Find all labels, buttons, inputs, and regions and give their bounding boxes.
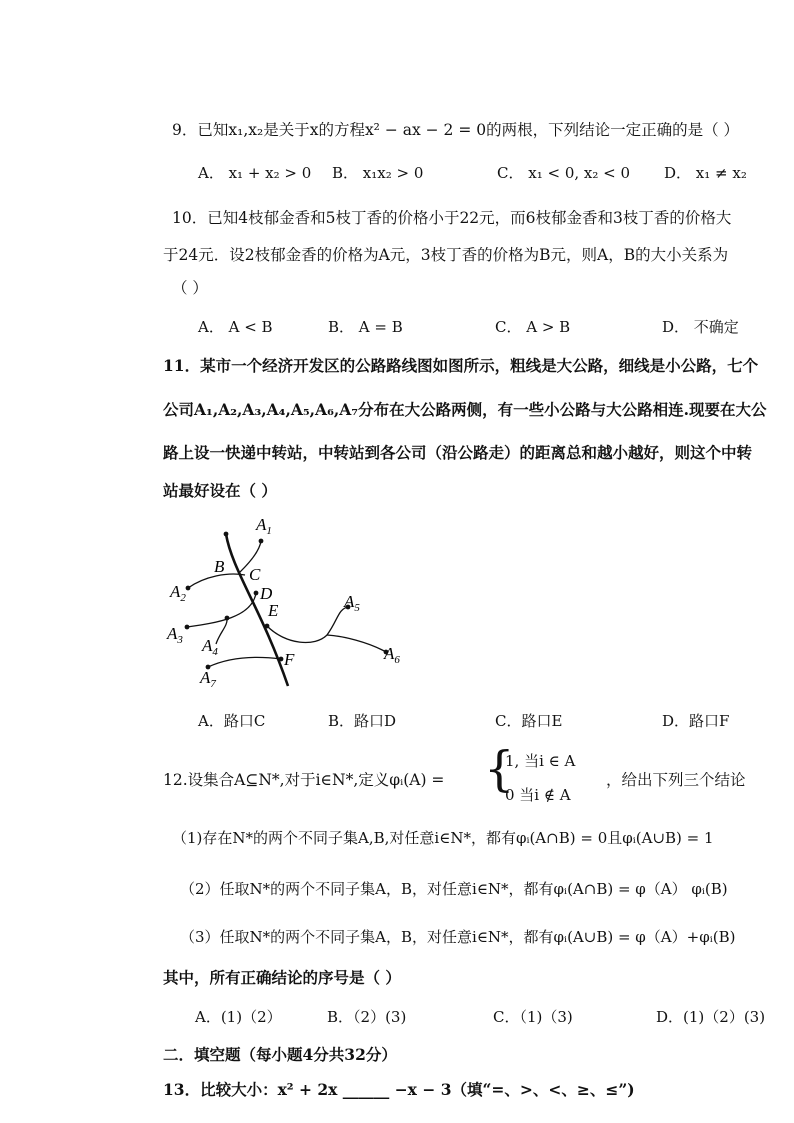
road-a7 — [208, 657, 281, 667]
q12-stem: 12.设集合A⊆N*,对于i∈N*,定义φᵢ(A) = — [163, 771, 445, 789]
q11-line-4: 站最好设在（ ） — [163, 481, 277, 500]
q10-line-3: （ ） — [172, 279, 208, 297]
q13-stem: 13．比较大小：x² + 2x ______ −x − 3（填“=、>、<、≥、≤”) — [163, 1080, 635, 1099]
label-a7: $A_7$ — [200, 668, 216, 690]
label-a4: $A_4$ — [202, 636, 218, 658]
q12-question: 其中，所有正确结论的序号是（ ） — [163, 968, 401, 987]
q10-line-2: 于24元．设2枝郁金香的价格为A元，3枝丁香的价格为B元，则A，B的大小关系为 — [163, 246, 729, 264]
piecewise-brace: { — [484, 741, 515, 797]
road-a5-a6 — [267, 607, 348, 642]
label-b: B — [214, 557, 225, 576]
q11-option-b: B．路口D — [328, 712, 397, 730]
q10-option-d: D． 不确定 — [662, 318, 739, 336]
road-a6 — [327, 635, 386, 652]
label-f: F — [284, 650, 295, 669]
q12-option-a: A．(1)（2） — [195, 1008, 282, 1026]
q12-statement-2: （2）任取N*的两个不同子集A，B，对任意i∈N*，都有φᵢ(A∩B) = φ（A） φᵢ(B) — [180, 880, 728, 898]
road-a3 — [187, 593, 256, 627]
q12-statement-3: （3）任取N*的两个不同子集A，B，对任意i∈N*，都有φᵢ(A∪B) = φ（A）+φᵢ(B) — [180, 928, 736, 946]
q12-option-d: D．(1)（2）(3) — [656, 1008, 766, 1026]
q12-option-c: C．（1)（3) — [493, 1008, 573, 1026]
road-map-figure — [160, 510, 420, 700]
label-a1: $A_1$ — [256, 515, 272, 537]
q9-option-a: A． x₁ + x₂ > 0 — [198, 164, 312, 182]
q10-line-1: 10．已知4枝郁金香和5枝丁香的价格小于22元，而6枝郁金香和3枝丁香的价格大 — [172, 209, 732, 227]
label-d: D — [260, 584, 273, 603]
q9-option-b: B． x₁x₂ > 0 — [332, 164, 424, 182]
q11-option-d: D．路口F — [662, 712, 730, 730]
q11-line-1: 11．某市一个经济开发区的公路路线图如图所示，粗线是大公路，细线是小公路，七个 — [163, 356, 759, 375]
label-c: C — [249, 565, 261, 584]
q12-option-b: B．（2）(3) — [327, 1008, 407, 1026]
label-a2: $A_2$ — [170, 582, 186, 604]
q11-line-3: 路上设一快递中转站，中转站到各公司（沿公路走）的距离总和越小越好，则这个中转 — [163, 443, 753, 462]
q9-option-d: D． x₁ ≠ x₂ — [664, 164, 747, 182]
label-a6: $A_6$ — [384, 644, 400, 666]
q12-case-2: 0 当i ∉ A — [505, 786, 571, 804]
q11-line-2: 公司A₁,A₂,A₃,A₄,A₅,A₆,A₇分布在大公路两侧，有一些小公路与大公路相连.现要在大公 — [163, 400, 767, 419]
label-a5: $A_5$ — [344, 592, 360, 614]
main-road — [226, 534, 288, 686]
q12-tail: ，给出下列三个结论 — [606, 771, 746, 789]
q9-stem: 9．已知x₁,x₂是关于x的方程x² − ax − 2 = 0的两根，下列结论一定正确的是（ ） — [172, 121, 740, 139]
q10-option-c: C． A > B — [495, 318, 571, 336]
q12-case-1: 1, 当i ∈ A — [505, 752, 576, 770]
q10-option-a: A． A < B — [198, 318, 273, 336]
road-a2 — [188, 574, 245, 588]
label-e: E — [268, 601, 279, 620]
q12-statement-1: （1)存在N*的两个不同子集A,B,对任意i∈N*，都有φᵢ(A∩B) = 0且φᵢ(A∪B) = 1 — [172, 829, 714, 847]
section-2-heading: 二．填空题（每小题4分共32分） — [163, 1045, 397, 1064]
q9-option-c: C． x₁ < 0, x₂ < 0 — [497, 164, 631, 182]
label-a3: $A_3$ — [167, 624, 183, 646]
q11-option-a: A．路口C — [198, 712, 266, 730]
q10-option-b: B． A = B — [328, 318, 403, 336]
q11-option-c: C．路口E — [495, 712, 563, 730]
